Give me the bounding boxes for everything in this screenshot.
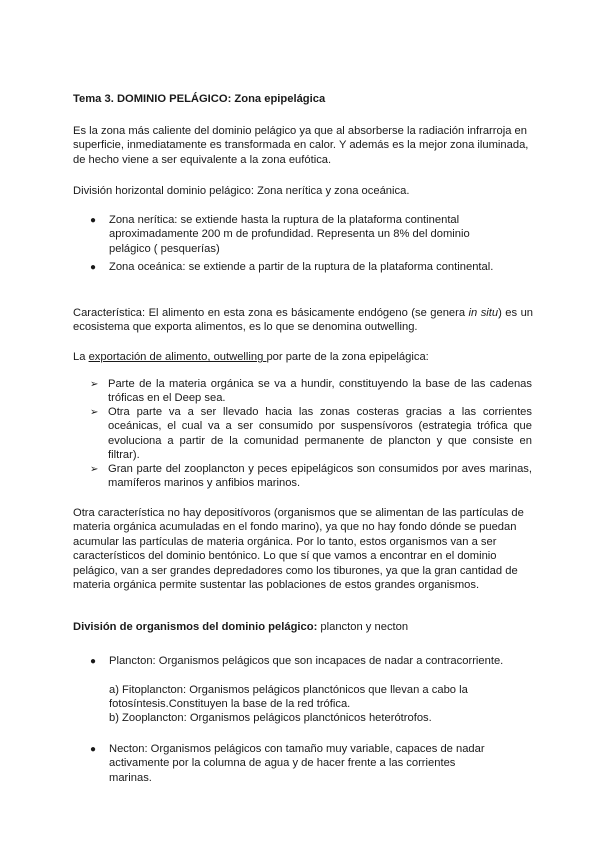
caracteristica-italic: in situ: [468, 307, 499, 319]
exportacion-underlined: exportación de alimento, outwelling: [88, 351, 267, 363]
list-item-zona-oceanica: Zona oceánica: se extiende a partir de la ruptura de la plataforma continental.: [109, 261, 494, 273]
export-item-1: Parte de la materia orgánica se va a hundir, constituyendo la base de las cadenas tróficas en el Deep sea.: [108, 378, 532, 405]
exportacion-suffix: por parte de la zona epipelágica:: [266, 351, 429, 363]
bullet-icon: ●: [90, 744, 97, 755]
arrow-bullet-icon: ➢: [90, 407, 99, 418]
bullet-icon: ●: [90, 656, 97, 667]
caracteristica-text-a: Característica: El alimento en esta zona es básicamente endógeno (se genera: [73, 307, 469, 319]
zooplancton-text: b) Zooplancton: Organismos pelágicos planctónicos heterótrofos.: [109, 712, 432, 724]
exportacion-prefix: La: [73, 351, 89, 363]
division-organismos-bold: División de organismos del dominio pelágico:: [73, 621, 318, 633]
exportacion-intro: [73, 350, 533, 364]
caracteristica-paragraph: [73, 306, 533, 335]
list-item-zona-neritica: Zona nerítica: se extiende hasta la ruptura de la plataforma continental aproximadamente 200 m de profundidad. Representa un 8% del dominio pelágico ( pesquerías): [109, 214, 470, 255]
fitoplancton-text: a) Fitoplancton: Organismos pelágicos planctónicos que llevan a cabo la fotosíntesis.Constituyen la base de la red trófica.: [109, 684, 468, 711]
list-item-plancton: Plancton: Organismos pelágicos que son incapaces de nadar a contracorriente.: [109, 655, 504, 667]
arrow-bullet-icon: ➢: [90, 379, 99, 390]
page-title: Tema 3. DOMINIO PELÁGICO: Zona epipelágica: [73, 93, 326, 105]
horizontal-division-line: División horizontal dominio pelágico: Zona nerítica y zona oceánica.: [73, 185, 410, 197]
export-item-3: Gran parte del zooplancton y peces epipelágicos son consumidos por aves marinas, mamíferos marinos y anfibios marinos.: [108, 463, 532, 490]
division-organismos-heading: [73, 620, 533, 634]
division-organismos-rest: plancton y necton: [317, 621, 409, 633]
arrow-bullet-icon: ➢: [90, 464, 99, 475]
export-item-2: Otra parte va a ser llevado hacia las zonas costeras gracias a las corrientes oceánicas, el cual va a ser consumido por suspensívoros (estrategia trófica que evoluciona a partir de la comunidad permanente de plancton y que consiste en filtrar).: [108, 406, 532, 462]
bullet-icon: ●: [90, 262, 97, 273]
otra-caracteristica-paragraph: Otra característica no hay depositívoros (organismos que se alimentan de las partículas de materia orgánica acumuladas en el fondo marino), ya que no hay fondo dónde se puedan acumular las partículas de materia orgánica. Por lo tanto, estos organismos van a ser característicos del dominio bentónico. Lo que sí que vamos a encontrar en el dominio pelágico, van a ser grandes depredadores como los tiburones, ya que la gran cantidad de materia orgánica permite sustentar las poblaciones de estos grandes organismos.: [73, 507, 524, 592]
bullet-icon: ●: [90, 215, 97, 226]
list-item-necton: Necton: Organismos pelágicos con tamaño muy variable, capaces de nadar activamente por la columna de agua y de hacer frente a las corrientes marinas.: [109, 743, 485, 784]
intro-paragraph: Es la zona más caliente del dominio pelágico ya que al absorberse la radiación infrarroja en superficie, inmediatamente es transformada en calor. Y además es la mejor zona iluminada, de hecho viene a ser equivalente a la zona eufótica.: [73, 125, 529, 166]
caracteristica-text-b: ) es un ecosistema que exporta alimentos, es lo que se denomina outwelling.: [73, 307, 534, 334]
